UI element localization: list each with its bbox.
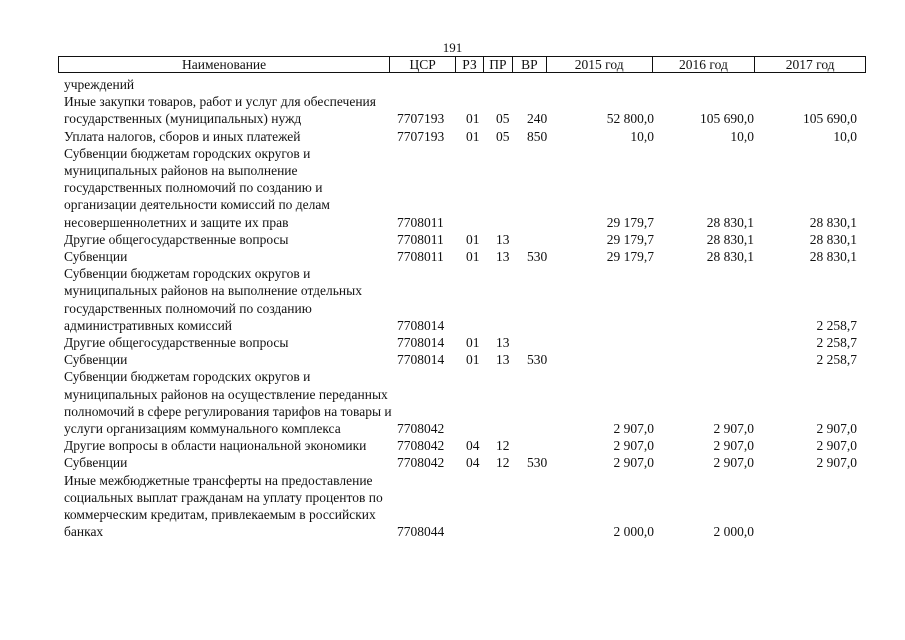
row-csr: 7708042 — [397, 455, 445, 471]
row-pr: 05 — [496, 111, 510, 127]
row-2016: 28 830,1 — [706, 214, 754, 230]
row-2015: 29 179,7 — [606, 214, 654, 230]
row-vr: 850 — [527, 128, 548, 144]
row-csr: 7708044 — [397, 524, 445, 540]
row-2016: 28 830,1 — [706, 231, 754, 247]
row-pr: 12 — [496, 438, 510, 454]
table-row — [0, 437, 905, 454]
row-vr: 240 — [527, 111, 548, 127]
row-2016: 2 907,0 — [713, 455, 754, 471]
row-csr: 7708042 — [397, 421, 445, 437]
table-row — [0, 351, 905, 368]
header-name: Наименование — [59, 57, 390, 72]
row-2015: 52 800,0 — [606, 111, 654, 127]
row-rz: 04 — [466, 455, 480, 471]
row-2015: 29 179,7 — [606, 249, 654, 265]
row-name: Субвенции бюджетам городских округов и муниципальных районов на выполнение государственных полномочий по созданию и организации деятельности комиссий по делам несовершеннолетних и защите их прав — [64, 145, 330, 230]
row-2016: 2 000,0 — [713, 524, 754, 540]
row-name: Иные закупки товаров, работ и услуг для обеспечения государственных (муниципальных) нужд — [64, 94, 376, 127]
row-rz: 01 — [466, 335, 480, 351]
row-name: Субвенции — [64, 352, 128, 368]
row-2017: 28 830,1 — [809, 214, 857, 230]
row-csr: 7708042 — [397, 438, 445, 454]
row-2017: 2 258,7 — [816, 317, 857, 333]
table-row — [0, 265, 905, 334]
row-2016: 2 907,0 — [713, 421, 754, 437]
row-vr: 530 — [527, 249, 548, 265]
row-pr: 13 — [496, 352, 510, 368]
table-row — [0, 472, 905, 541]
row-rz: 01 — [466, 128, 480, 144]
table-body — [0, 76, 905, 540]
header-csr: ЦСР — [390, 57, 456, 72]
row-rz: 01 — [466, 352, 480, 368]
table-row — [0, 231, 905, 248]
row-csr: 7708011 — [397, 249, 444, 265]
row-csr: 7707193 — [397, 128, 445, 144]
table-row — [0, 248, 905, 265]
row-2016: 105 690,0 — [700, 111, 754, 127]
table-row — [0, 76, 905, 93]
row-csr: 7708011 — [397, 231, 444, 247]
row-rz: 04 — [466, 438, 480, 454]
row-name: учреждений — [64, 77, 135, 92]
row-csr: 7708011 — [397, 214, 444, 230]
header-pr: ПР — [484, 57, 513, 72]
table-row — [0, 334, 905, 351]
row-pr: 13 — [496, 249, 510, 265]
row-2017: 105 690,0 — [803, 111, 857, 127]
table-row — [0, 93, 905, 127]
row-2017: 2 258,7 — [816, 335, 857, 351]
header-2016: 2016 год — [653, 57, 756, 72]
row-name: Другие вопросы в области национальной экономики — [64, 438, 367, 454]
row-csr: 7708014 — [397, 335, 445, 351]
row-2017: 28 830,1 — [809, 231, 857, 247]
row-pr: 05 — [496, 128, 510, 144]
row-pr: 13 — [496, 335, 510, 351]
row-vr: 530 — [527, 352, 548, 368]
header-2017: 2017 год — [785, 56, 835, 72]
row-csr: 7708014 — [397, 352, 445, 368]
row-2015: 2 907,0 — [613, 438, 654, 454]
row-name: Иные межбюджетные трансферты на предоставление социальных выплат гражданам на уплату процентов по коммерческим кредитам, привлекаемым в российских банках — [64, 472, 383, 540]
row-2017: 2 907,0 — [816, 421, 857, 437]
row-csr: 7707193 — [397, 111, 445, 127]
row-rz: 01 — [466, 249, 480, 265]
table-header — [58, 56, 866, 73]
header-rz: РЗ — [456, 57, 484, 72]
row-pr: 13 — [496, 231, 510, 247]
row-rz: 01 — [466, 111, 480, 127]
table-row — [0, 454, 905, 471]
row-name: Уплата налогов, сборов и иных платежей — [64, 128, 301, 144]
header-vr: ВР — [513, 57, 547, 72]
row-vr: 530 — [527, 455, 548, 471]
table-row — [0, 368, 905, 437]
table-row — [0, 145, 905, 231]
row-name: Субвенции бюджетам городских округов и муниципальных районов на выполнение отдельных государственных полномочий по созданию административных комиссий — [64, 266, 362, 333]
row-name: Субвенции бюджетам городских округов и муниципальных районов на осуществление переданных полномочий в сфере регулирования тарифов на товары и услуги организациям коммунального комплекса — [64, 369, 392, 437]
row-2015: 29 179,7 — [606, 231, 654, 247]
row-2016: 28 830,1 — [706, 249, 754, 265]
header-2015: 2015 год — [547, 57, 653, 72]
row-2017: 28 830,1 — [809, 249, 857, 265]
row-name: Субвенции — [64, 455, 128, 471]
row-2017: 2 907,0 — [816, 455, 857, 471]
row-2015: 2 907,0 — [613, 421, 654, 437]
row-name: Другие общегосударственные вопросы — [64, 231, 289, 247]
row-csr: 7708014 — [397, 317, 445, 333]
row-2017: 10,0 — [833, 128, 857, 144]
page-number: 191 — [442, 40, 463, 55]
row-rz: 01 — [466, 231, 480, 247]
row-name: Другие общегосударственные вопросы — [64, 335, 289, 351]
row-2016: 10,0 — [730, 128, 754, 144]
row-2017: 2 907,0 — [816, 438, 857, 454]
row-2015: 2 907,0 — [613, 455, 654, 471]
row-2016: 2 907,0 — [713, 438, 754, 454]
table-row — [0, 128, 905, 145]
row-pr: 12 — [496, 455, 510, 471]
row-2017: 2 258,7 — [816, 352, 857, 368]
row-2015: 2 000,0 — [613, 524, 654, 540]
row-2015: 10,0 — [630, 128, 654, 144]
row-name: Субвенции — [64, 249, 128, 265]
